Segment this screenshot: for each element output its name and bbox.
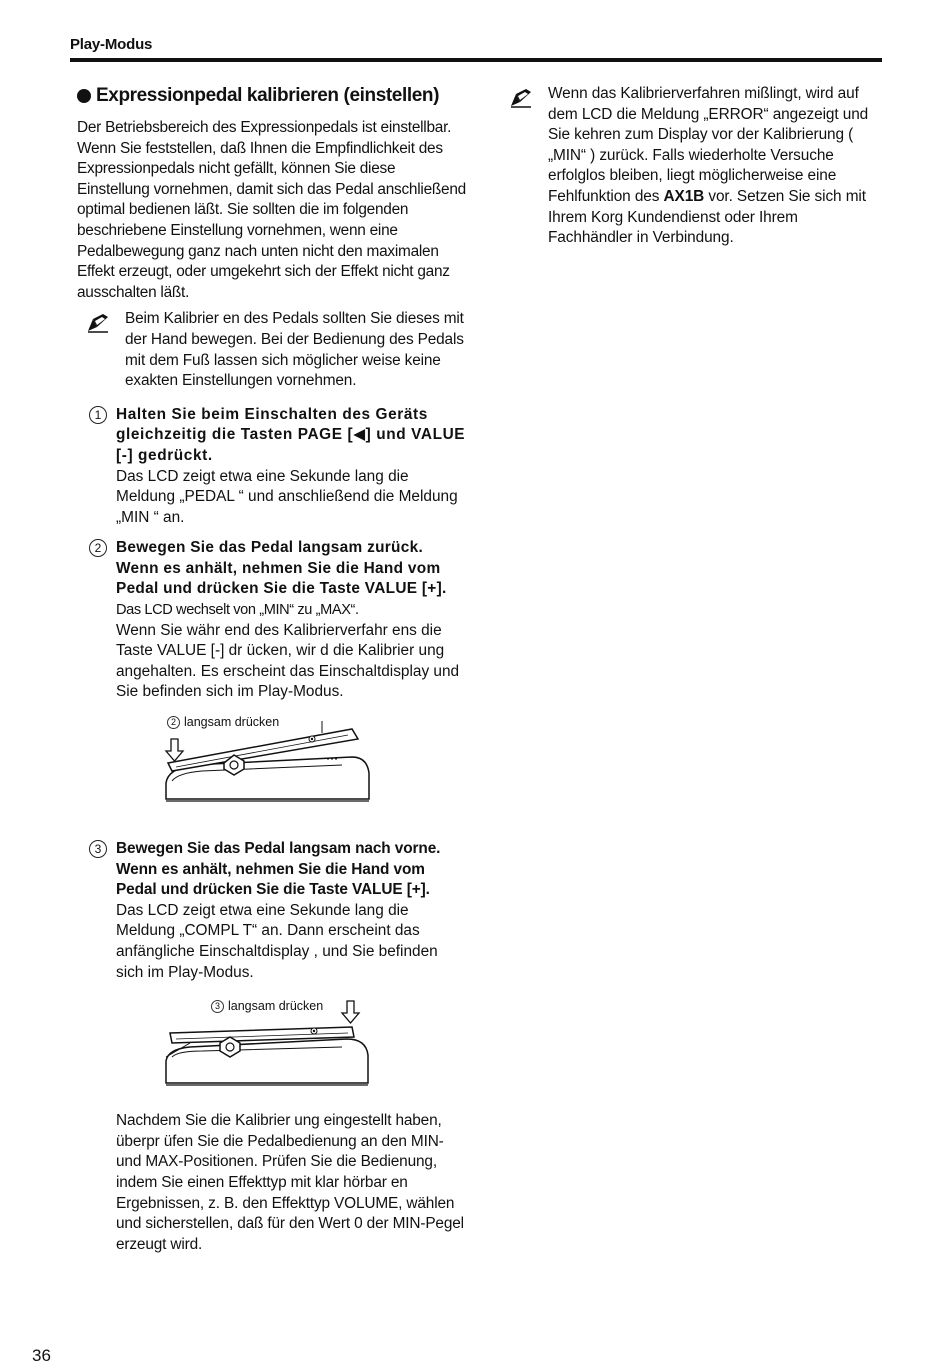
- figure-caption: 3 langsam drücken: [211, 999, 323, 1013]
- step-heading: Bewegen Sie das Pedal langsam zurück. Wenn es anhält, nehmen Sie die Hand vom Pedal und drücken Sie die Taste VALUE [+].: [116, 539, 447, 598]
- note-text: Beim Kalibrier en des Pedals sollten Sie dieses mit der Hand bewegen. Bei der Bedienung des Pedals mit dem Fuß lassen sich möglicher weise keine exakten Einstellungen vornehmen.: [125, 310, 464, 390]
- step-text: Wenn Sie währ end des Kalibrierverfahr ens die Taste VALUE [-] dr ücken, wir d die Kalibrier ung angehalten. Es erscheint das Einschaltdisplay und Sie befinden sich im Play-Modus.: [116, 621, 460, 701]
- left-column: [77, 82, 469, 1255]
- intro-paragraph: Der Betriebsbereich des Expressionpedals ist einstellbar. Wenn Sie feststellen, daß Ihnen die Empfindlichkeit des Expressionpedals nicht gefällt, können Sie diese Einstellung vornehmen, damit sich das Pedal anschließend optimal bedienen läßt. Sie sollten die im folgenden beschriebene Einstellung vornehmen, wenn eine Pedalbewegung ganz nach unten nicht den maximalen Effekt erzeugt, oder umgekehrt sich der Effekt nicht ganz ausschalten läßt.: [77, 119, 466, 301]
- section-title-text: Expressionpedal kalibrieren (einstellen): [96, 85, 440, 106]
- pedal-forward-icon: [162, 997, 462, 1097]
- step-number: 2: [77, 538, 116, 703]
- pedal-figure-back: [77, 713, 469, 813]
- header-rule: [70, 58, 882, 62]
- error-note-text: Wenn das Kalibrierverfahren mißlingt, wird auf dem LCD die Meldung „ERROR“ angezeigt und Sie kehren zum Display vor der Kalibrierung ( „MIN“ ) zurück. Falls wiederholte Versuche erfolglos bleiben, liegt möglicherweise eine Fehlfunktion des AX1B vor. Setzen Sie sich mit Ihrem Korg Kundendienst oder Ihrem Fachhändler in Verbindung.: [548, 85, 869, 247]
- step-text: Das LCD zeigt etwa eine Sekunde lang die Meldung „COMPL T“ an. Dann erscheint das anfängliche Einschaltdisplay , und Sie befinden sich im Play-Modus.: [116, 901, 438, 981]
- step-text: Das LCD zeigt etwa eine Sekunde lang die Meldung „PEDAL “ und anschließend die Meldung „MIN “ an.: [116, 467, 458, 526]
- step-2: [77, 538, 469, 703]
- running-header: Play-Modus: [70, 36, 153, 53]
- note-pencil-icon: [77, 309, 125, 391]
- note-pencil-icon: [508, 84, 548, 249]
- pedal-figure-forward: [77, 997, 469, 1097]
- right-column: [508, 82, 884, 249]
- step-text: Das LCD wechselt von „MIN“ zu „MAX“.: [116, 602, 359, 619]
- error-note: [508, 84, 884, 249]
- figure-caption: 2 langsam drücken: [167, 715, 279, 729]
- step-3: [77, 839, 469, 983]
- bullet-icon: [77, 89, 91, 103]
- step-1: [77, 405, 469, 529]
- page-number: 36: [32, 1346, 51, 1365]
- step-heading: Bewegen Sie das Pedal langsam nach vorne. Wenn es anhält, nehmen Sie die Hand vom Pedal und drücken Sie die Taste VALUE [+].: [116, 840, 441, 899]
- step-number: 3: [77, 839, 116, 983]
- closing-paragraph: Nachdem Sie die Kalibrier ung eingestellt haben, überpr üfen Sie die Pedalbedienung an den MIN- und MAX-Positionen. Prüfen Sie die Bedienung, indem Sie einen Effekttyp mit klar hörbar en Ergebnissen, z. B. den Effekttyp VOLUME, wählen und sicherstellen, daß für den Wert 0 der MIN-Pegel erzeugt wird.: [116, 1112, 464, 1253]
- section-heading: [77, 82, 469, 110]
- hand-operation-note: [77, 309, 469, 391]
- model-name: AX1B: [663, 187, 705, 205]
- step-heading: Halten Sie beim Einschalten des Geräts gleichzeitig die Tasten PAGE [◀] und VALUE [-] gedrückt.: [116, 405, 466, 464]
- step-number: 1: [77, 405, 116, 529]
- pedal-back-icon: [162, 713, 462, 813]
